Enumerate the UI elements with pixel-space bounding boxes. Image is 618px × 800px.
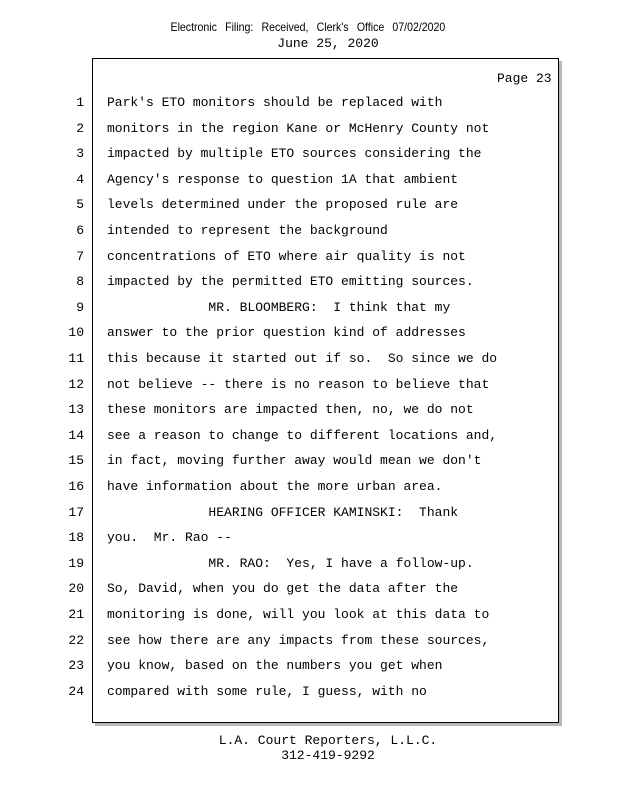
line-number: 6	[76, 223, 84, 238]
line-number: 22	[68, 632, 84, 648]
line-number: 16	[68, 479, 84, 494]
hearing-date: June 25, 2020	[277, 36, 379, 51]
line-text: So, David, when you do get the data after the	[107, 581, 459, 597]
line-text: answer to the prior question kind of addresses	[107, 325, 466, 341]
transcript-line	[0, 528, 600, 548]
line-number: 21	[68, 607, 84, 622]
transcript-line	[0, 93, 600, 113]
transcript-line	[0, 221, 600, 241]
line-text: monitors in the region Kane or McHenry County not	[107, 120, 490, 136]
line-text: see a reason to change to different locations and,	[107, 427, 498, 443]
transcript-line	[0, 272, 600, 292]
line-text: impacted by multiple ETO sources considering the	[107, 146, 482, 162]
line-number: 8	[76, 274, 84, 290]
reporter-phone: 312-419-9292	[281, 748, 375, 763]
line-number: 5	[76, 197, 84, 213]
transcript-line	[0, 554, 600, 574]
line-number: 24	[68, 683, 84, 699]
line-number: 4	[76, 171, 84, 187]
line-number: 15	[68, 453, 84, 469]
line-text: intended to represent the background	[107, 223, 388, 238]
line-text: in fact, moving further away would mean we don't	[107, 453, 482, 469]
line-text: impacted by the permitted ETO emitting sources.	[107, 274, 474, 290]
line-number: 14	[68, 427, 84, 443]
line-text: HEARING OFFICER KAMINSKI: Thank	[107, 504, 459, 520]
transcript-line	[0, 375, 600, 395]
line-text: this because it started out if so. So since we do	[107, 351, 498, 366]
line-text: Park's ETO monitors should be replaced with	[107, 95, 443, 110]
transcript-line	[0, 503, 600, 523]
transcript-line	[0, 349, 600, 369]
line-number: 20	[68, 581, 84, 597]
transcript-line	[0, 656, 600, 676]
line-number: 10	[68, 325, 84, 341]
line-number: 9	[76, 299, 84, 315]
transcript-line	[0, 144, 600, 164]
transcript-line	[0, 426, 600, 446]
transcript-line	[0, 682, 600, 702]
transcript-line	[0, 170, 600, 190]
transcript-line	[0, 579, 600, 599]
line-number: 18	[68, 530, 84, 546]
transcript-line	[0, 298, 600, 318]
transcript-line	[0, 477, 600, 497]
transcript-line	[0, 195, 600, 215]
line-text: you. Mr. Rao --	[107, 530, 232, 546]
transcript-line	[0, 323, 600, 343]
line-text: Agency's response to question 1A that ambient	[107, 171, 459, 187]
line-text: not believe -- there is no reason to believe that	[107, 376, 490, 392]
line-text: you know, based on the numbers you get when	[107, 658, 443, 674]
page-number: Page 23	[497, 71, 552, 86]
line-number: 2	[76, 120, 84, 136]
transcript-line	[0, 605, 600, 625]
transcript-line	[0, 119, 600, 139]
line-text: see how there are any impacts from these sources,	[107, 632, 490, 648]
line-text: MR. RAO: Yes, I have a follow-up.	[107, 555, 474, 571]
line-number: 1	[76, 95, 84, 110]
line-text: these monitors are impacted then, no, we do not	[107, 402, 474, 418]
line-number: 23	[68, 658, 84, 674]
transcript-line	[0, 451, 600, 471]
line-text: have information about the more urban area.	[107, 479, 443, 494]
line-number: 11	[68, 351, 84, 366]
line-number: 17	[68, 504, 84, 520]
line-text: compared with some rule, I guess, with no	[107, 683, 427, 699]
line-text: MR. BLOOMBERG: I think that my	[107, 299, 451, 315]
line-text: concentrations of ETO where air quality is not	[107, 248, 466, 264]
reporter-footer	[0, 733, 618, 763]
filing-stamp: Electronic Filing: Received, Clerk's Office 07/02/2020	[170, 20, 446, 34]
line-number: 19	[68, 555, 84, 571]
transcript-line	[0, 400, 600, 420]
transcript-line	[0, 631, 600, 651]
line-number: 3	[76, 146, 84, 162]
line-text: monitoring is done, will you look at this data to	[107, 607, 490, 622]
line-number: 13	[68, 402, 84, 418]
transcript-line	[0, 247, 600, 267]
line-number: 7	[76, 248, 84, 264]
reporter-company: L.A. Court Reporters, L.L.C.	[218, 733, 438, 748]
line-number: 12	[68, 376, 84, 392]
line-text: levels determined under the proposed rule are	[107, 197, 459, 213]
